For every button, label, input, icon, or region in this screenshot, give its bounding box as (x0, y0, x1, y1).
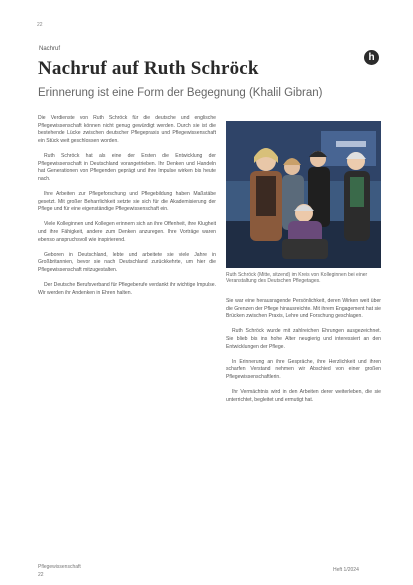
page-corner-mark: 22 (37, 22, 43, 28)
body-paragraph: Ihr Vermächtnis wird in den Arbeiten derer weiterleben, die sie unterrichtet, begleitet und ermutigt hat. (226, 389, 381, 403)
body-paragraph: In Erinnerung an ihre Gespräche, ihre Herzlichkeit und ihren scharfen Verstand nehmen wir Abschied von einer großen Pflegewissenschaftlerin. (226, 358, 381, 380)
side-note-strip (403, 30, 411, 490)
section-kicker: Nachruf (39, 46, 61, 52)
body-paragraph: Viele Kolleginnen und Kollegen erinnern sich an ihre Offenheit, ihre Klugheit und ihre Fähigkeit, andere zum Denken anzuregen. Ihre Vorträge waren ebenso anspruchsvoll wie inspirierend. (38, 221, 216, 243)
body-paragraph: Ruth Schröck wurde mit zahlreichen Ehrungen ausgezeichnet. Sie blieb bis ins hohe Alter neugierig und interessiert an den Entwicklungen der Pflege. (226, 328, 381, 350)
body-column-left (38, 115, 216, 565)
body-paragraph: Ruth Schröck hat als eine der Ersten die Entwicklung der Pflegewissenschaft in Deutschland vorangetrieben. Ihr Denken und Handeln hat Generationen von Pflegenden geprägt und ihre Impulse wirken bis heute nach. (38, 152, 216, 182)
footer-issue: Heft 1/2024 (333, 567, 359, 573)
body-column-right (226, 298, 381, 566)
article-title: Nachruf auf Ruth Schröck (38, 58, 259, 79)
group-photo-illustration (226, 121, 381, 268)
footer-page-number: 22 (38, 572, 44, 578)
body-paragraph: Ihre Arbeiten zur Pflegeforschung und Pflegebildung haben Maßstäbe gesetzt. Mit großer Beharrlichkeit setzte sie sich für die Akademisierung der Pflege und für eine eigenständige Pflegewissenschaft ein. (38, 190, 216, 213)
body-paragraph: Die Verdienste von Ruth Schröck für die deutsche und englische Pflegewissenschaft können nicht genug gewürdigt werden. Durch sie ist die bestehende Lücke zwischen deutscher Pflegepraxis und Pflegewissenschaft ein Stück weit geschlossen worden. (38, 115, 216, 144)
body-paragraph: Sie war eine herausragende Persönlichkeit, deren Wirken weit über die Grenzen der Pflege hinausreichte. Mit ihrem Engagement hat sie Brücken zwischen Praxis, Lehre und Forschung geschlagen. (226, 298, 381, 320)
photo-caption: Ruth Schröck (Mitte, sitzend) im Kreis von Kolleginnen bei einer Veranstaltung des Deutschen Pflegetages. (226, 272, 368, 285)
portrait-photo (226, 121, 381, 268)
body-paragraph: Der Deutsche Berufsverband für Pflegeberufe verdankt ihr wichtige Impulse. Wir werden ihr Andenken in Ehren halten. (38, 282, 216, 296)
publication-logo-icon: h (364, 50, 379, 65)
footer-publication: Pflegewissenschaft (38, 564, 81, 570)
article-subtitle: Erinnerung ist eine Form der Begegnung (Khalil Gibran) (38, 87, 323, 99)
body-paragraph: Geboren in Deutschland, lebte und arbeitete sie viele Jahre in Großbritannien, bevor sie nach Deutschland zurückkehrte, um hier die Pflegewissenschaft mitzugestalten. (38, 251, 216, 273)
